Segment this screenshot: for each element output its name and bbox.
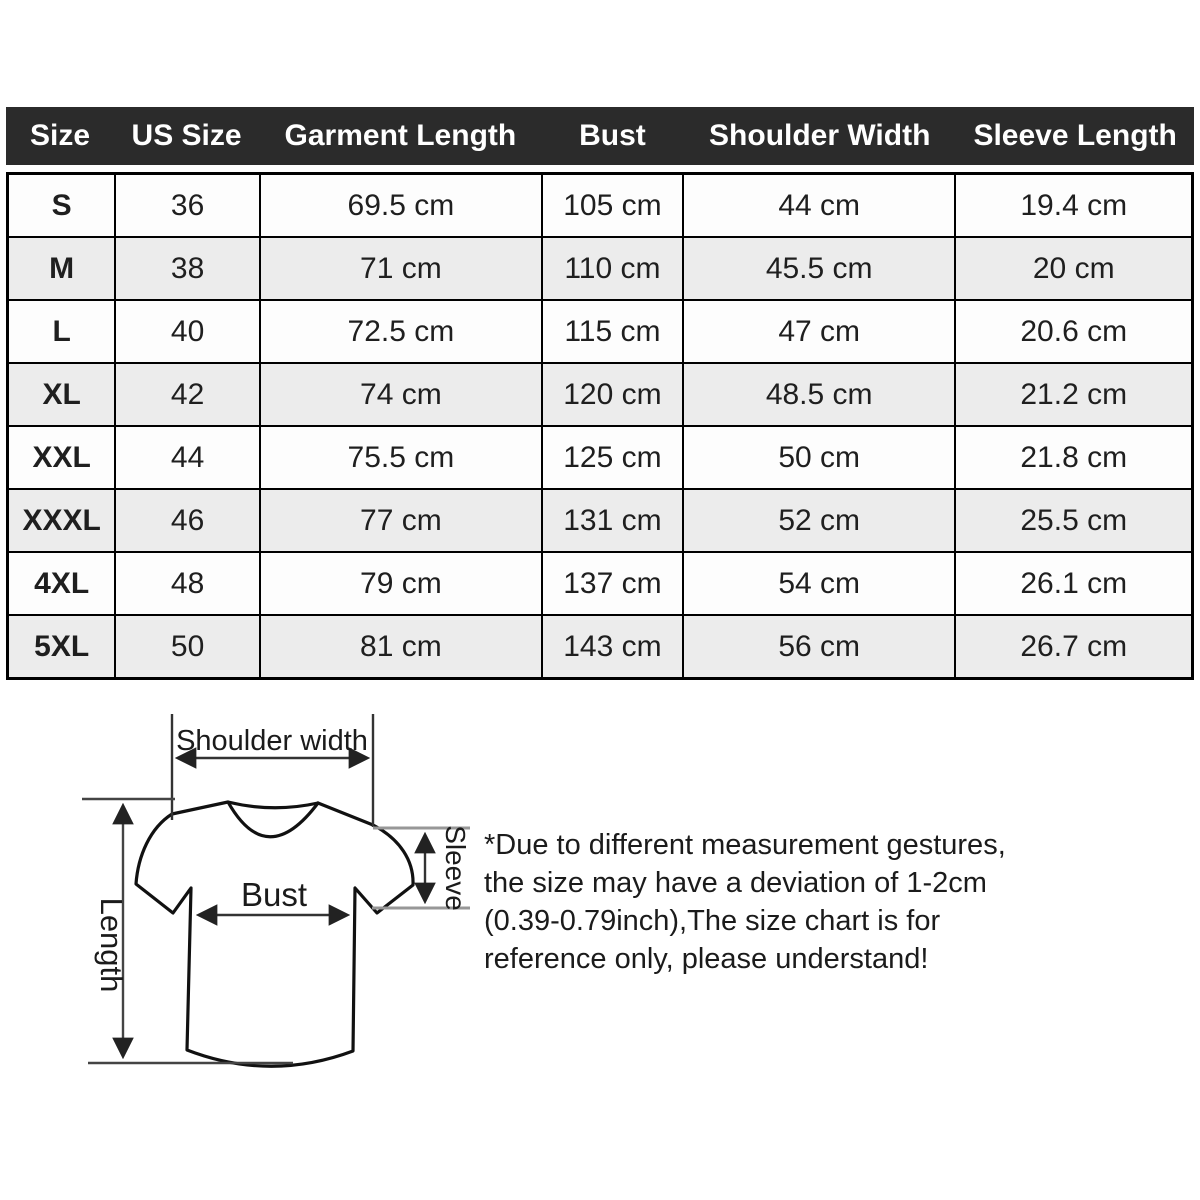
table-cell: 105 cm (542, 174, 683, 238)
tshirt-measurement-diagram (50, 698, 510, 1128)
table-cell: 48.5 cm (683, 363, 956, 426)
table-cell: 52 cm (683, 489, 956, 552)
table-cell: 4XL (8, 552, 116, 615)
table-cell: 20.6 cm (955, 300, 1192, 363)
table-cell: 50 cm (683, 426, 956, 489)
table-cell: S (8, 174, 116, 238)
table-cell: 69.5 cm (260, 174, 542, 238)
table-row (8, 300, 1193, 363)
note-line: (0.39-0.79inch),The size chart is for (484, 905, 941, 937)
column-header-us-size: US Size (131, 119, 242, 152)
table-cell: M (8, 237, 116, 300)
table-cell: 143 cm (542, 615, 683, 679)
table-cell: XL (8, 363, 116, 426)
table-cell: 45.5 cm (683, 237, 956, 300)
table-cell: 81 cm (260, 615, 542, 679)
column-header-size: Size (30, 119, 91, 152)
table-cell: 25.5 cm (955, 489, 1192, 552)
table-cell: 5XL (8, 615, 116, 679)
table-cell: 71 cm (260, 237, 542, 300)
table-cell: 79 cm (260, 552, 542, 615)
table-cell: 131 cm (542, 489, 683, 552)
column-header-garment-length: Garment Length (284, 119, 517, 152)
table-row (8, 426, 1193, 489)
size-chart-grid (6, 172, 1194, 680)
table-cell: 56 cm (683, 615, 956, 679)
diagram-label-length: Length (94, 897, 129, 993)
table-cell: 19.4 cm (955, 174, 1192, 238)
size-table-body (8, 174, 1193, 679)
diagram-label-sleeve: Sleeve (440, 825, 471, 911)
table-row (8, 174, 1193, 238)
table-cell: 125 cm (542, 426, 683, 489)
table-cell: 75.5 cm (260, 426, 542, 489)
table-cell: 21.8 cm (955, 426, 1192, 489)
table-cell: XXL (8, 426, 116, 489)
table-row (8, 363, 1193, 426)
table-cell: 120 cm (542, 363, 683, 426)
table-cell: 54 cm (683, 552, 956, 615)
table-cell: 72.5 cm (260, 300, 542, 363)
table-cell: 115 cm (542, 300, 683, 363)
column-header-bust: Bust (579, 119, 646, 152)
table-cell: 46 (115, 489, 260, 552)
table-cell: 42 (115, 363, 260, 426)
table-cell: 26.7 cm (955, 615, 1192, 679)
size-chart (6, 107, 1194, 680)
table-cell: 40 (115, 300, 260, 363)
table-cell: 26.1 cm (955, 552, 1192, 615)
diagram-label-shoulder-width: Shoulder width (176, 725, 368, 757)
table-cell: 38 (115, 237, 260, 300)
table-cell: 44 cm (683, 174, 956, 238)
table-cell: 48 (115, 552, 260, 615)
table-cell: 36 (115, 174, 260, 238)
table-cell: L (8, 300, 116, 363)
size-chart-header-row (6, 107, 1194, 165)
table-cell: 137 cm (542, 552, 683, 615)
table-cell: 20 cm (955, 237, 1192, 300)
table-row (8, 489, 1193, 552)
table-cell: 50 (115, 615, 260, 679)
table-cell: 47 cm (683, 300, 956, 363)
tshirt-outline (136, 802, 413, 1066)
table-cell: 44 (115, 426, 260, 489)
column-header-shoulder-width: Shoulder Width (709, 119, 931, 152)
note-line: reference only, please understand! (484, 943, 929, 975)
diagram-label-bust: Bust (240, 876, 308, 913)
table-cell: 77 cm (260, 489, 542, 552)
table-row (8, 552, 1193, 615)
table-cell: 21.2 cm (955, 363, 1192, 426)
table-row (8, 615, 1193, 679)
note-line: the size may have a deviation of 1-2cm (484, 867, 987, 899)
table-cell: XXXL (8, 489, 116, 552)
measurement-note (484, 826, 1006, 978)
table-cell: 74 cm (260, 363, 542, 426)
table-row (8, 237, 1193, 300)
column-header-sleeve-length: Sleeve Length (973, 119, 1177, 152)
note-line: *Due to different measurement gestures, (484, 829, 1006, 861)
table-cell: 110 cm (542, 237, 683, 300)
